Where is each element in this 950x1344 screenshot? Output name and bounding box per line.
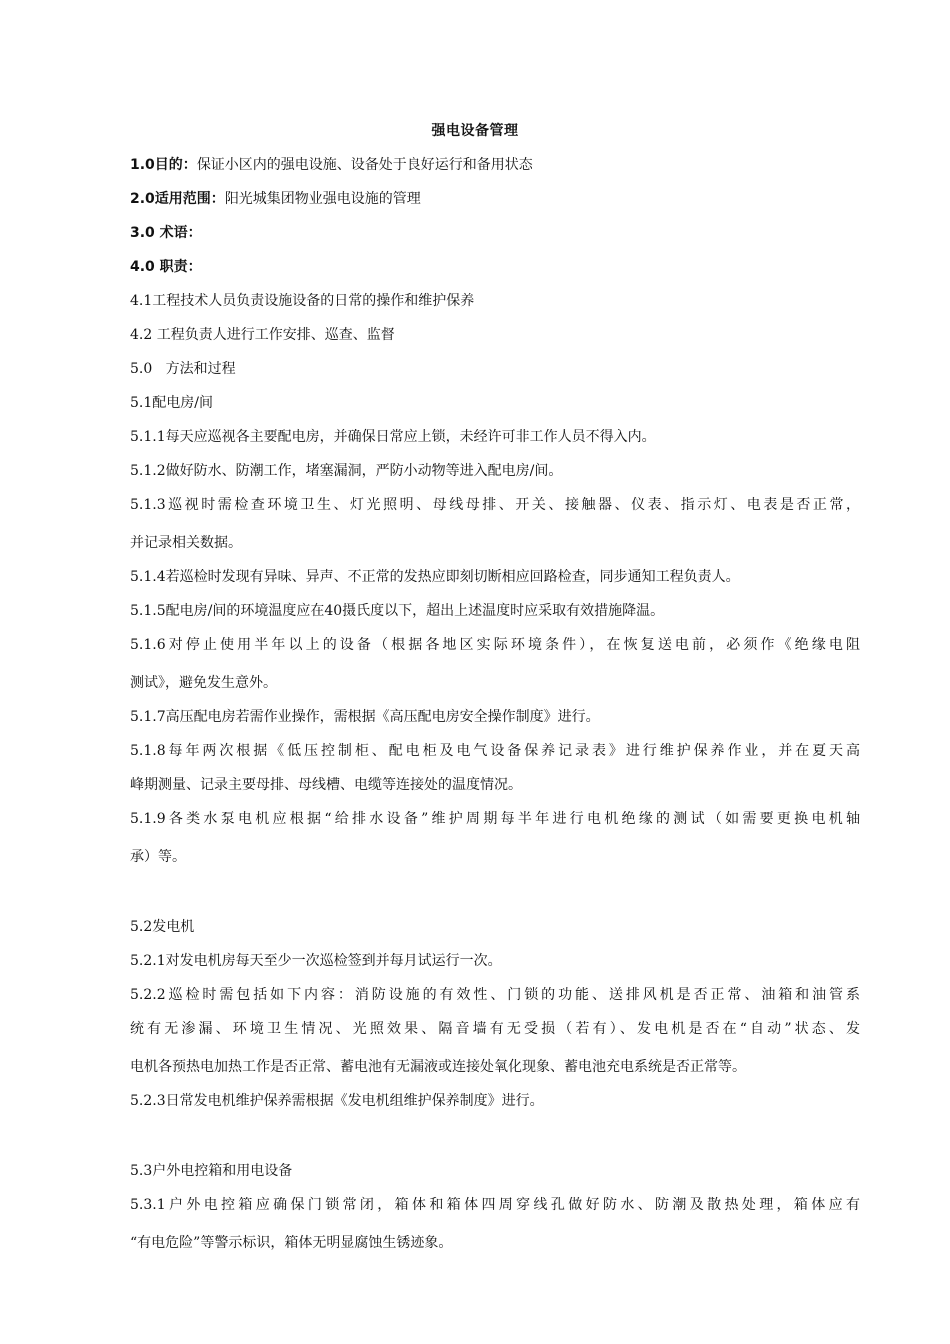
paragraph-line: 电机各预热电加热工作是否正常、蓄电池有无漏液或连接处氧化现象、蓄电池充电系统是否正常等。 — [130, 1059, 746, 1075]
section-duties-label: 4.0 职责： — [130, 259, 202, 275]
paragraph-line: 5.1.5配电房/间的环境温度应在40摄氏度以下，超出上述温度时应采取有效措施降温。 — [130, 603, 665, 619]
paragraph-line: 测试》，避免发生意外。 — [130, 675, 277, 691]
paragraph-line: 4.2 工程负责人进行工作安排、巡查、监督 — [130, 327, 395, 343]
section-duties — [130, 255, 860, 279]
paragraph-line: “有电危险”等警示标识，箱体无明显腐蚀生锈迹象。 — [130, 1235, 453, 1251]
paragraph-line: 5.2.3日常发电机维护保养需根据《发电机组维护保养制度》进行。 — [130, 1093, 544, 1109]
paragraph-line: 5.2.2巡检时需包括如下内容：消防设施的有效性、门锁的功能、送排风机是否正常、油箱和油管系 — [130, 987, 860, 1003]
section-purpose-text: 保证小区内的强电设施、设备处于良好运行和备用状态 — [196, 157, 533, 173]
paragraph-line: 5.2发电机 — [130, 919, 195, 935]
paragraph-line: 5.1.8每年两次根据《低压控制柜、配电柜及电气设备保养记录表》进行维护保养作业，并在夏天高 — [130, 743, 860, 759]
paragraph-line: 5.1.6对停止使用半年以上的设备（根据各地区实际环境条件），在恢复送电前，必须作《绝缘电阻 — [130, 637, 860, 653]
section-terms-label: 3.0 术语： — [130, 225, 202, 241]
paragraph-line: 5.3.1户外电控箱应确保门锁常闭，箱体和箱体四周穿线孔做好防水、防潮及散热处理，箱体应有 — [130, 1197, 860, 1213]
paragraph-line: 5.2.1对发电机房每天至少一次巡检签到并每月试运行一次。 — [130, 953, 502, 969]
paragraph-line: 5.1.3巡视时需检查环境卫生、灯光照明、母线母排、开关、接触器、仪表、指示灯、电表是否正常， — [130, 497, 860, 513]
paragraph-line: 4.1工程技术人员负责设施设备的日常的操作和维护保养 — [130, 293, 475, 309]
document-title: 强电设备管理 — [431, 123, 519, 139]
paragraph-line: 5.1.7高压配电房若需作业操作，需根据《高压配电房安全操作制度》进行。 — [130, 709, 600, 725]
paragraph-line: 5.1.1每天应巡视各主要配电房，并确保日常应上锁，未经许可非工作人员不得入内。 — [130, 429, 656, 445]
paragraph-line: 5.3户外电控箱和用电设备 — [130, 1163, 293, 1179]
section-purpose — [130, 153, 860, 177]
section-terms — [130, 221, 860, 245]
paragraph-line: 并记录相关数据。 — [130, 535, 242, 551]
paragraph-line: 承）等。 — [130, 849, 186, 865]
paragraph-line: 峰期测量、记录主要母排、母线槽、电缆等连接处的温度情况。 — [130, 777, 522, 793]
paragraph-line: 5.1.4若巡检时发现有异味、异声、不正常的发热应即刻切断相应回路检查，同步通知工程负责人。 — [130, 569, 740, 585]
paragraph-line: 统有无渗漏、环境卫生情况、光照效果、隔音墙有无受损（若有）、发电机是否在“自动”状态、发 — [130, 1021, 860, 1037]
paragraph-line: 5.1.2做好防水、防潮工作，堵塞漏洞，严防小动物等进入配电房/间。 — [130, 463, 563, 479]
paragraph-line: 5.1配电房/间 — [130, 395, 213, 411]
section-purpose-label: 1.0目的： — [130, 157, 197, 173]
paragraph-line: 5.1.9各类水泵电机应根据“给排水设备”维护周期每半年进行电机绝缘的测试（如需要更换电机轴 — [130, 811, 860, 827]
section-scope — [130, 187, 860, 211]
section-scope-label: 2.0适用范围： — [130, 191, 225, 207]
section-scope-text: 阳光城集团物业强电设施的管理 — [224, 191, 421, 207]
paragraph-line: 5.0 方法和过程 — [130, 361, 236, 377]
